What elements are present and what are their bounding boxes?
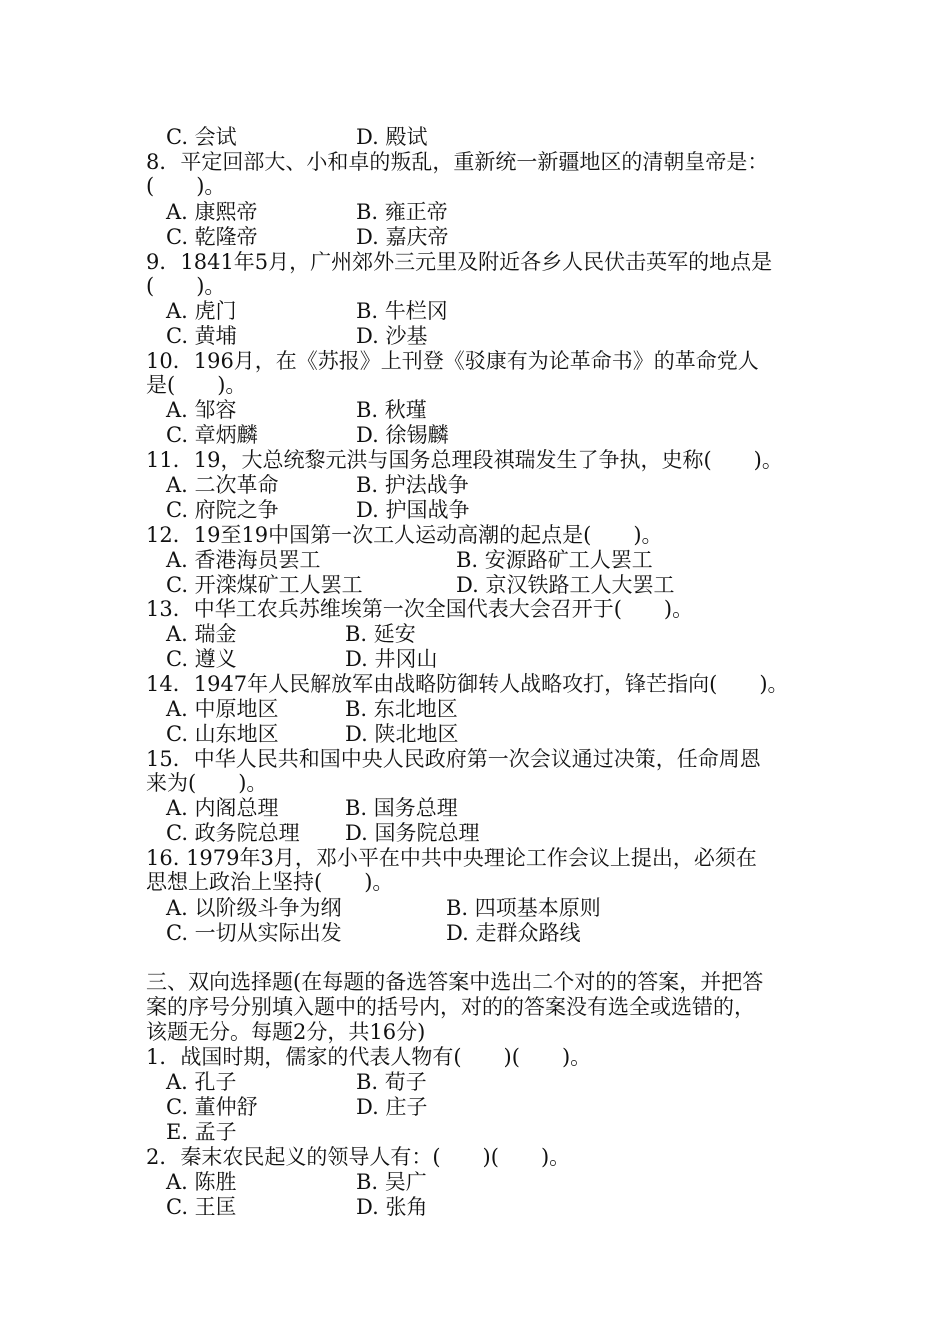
question-10-line-2: 是( )。 — [146, 373, 247, 397]
question-8-option-c: C. 乾隆帝 — [166, 225, 258, 249]
question-9-option-c: C. 黄埔 — [166, 324, 237, 348]
section-3-question-2-option-a: A. 陈胜 — [166, 1170, 237, 1194]
question-13-line-1: 13．中华工农兵苏维埃第一次全国代表大会召开于( )。 — [146, 597, 694, 621]
question-8-option-b: B. 雍正帝 — [356, 200, 448, 224]
section-3-question-2-option-d: D. 张角 — [356, 1195, 428, 1219]
question-15-option-d: D. 国务院总理 — [345, 821, 480, 845]
question-11-line-1: 11．19，大总统黎元洪与国务总理段祺瑞发生了争执，史称( )。 — [146, 448, 783, 472]
section-3-heading-line-1: 三、双向选择题(在每题的备选答案中选出二个对的的答案，并把答 — [146, 970, 764, 994]
question-8-option-a: A. 康熙帝 — [166, 200, 258, 224]
question-14-option-d: D. 陕北地区 — [345, 722, 459, 746]
section-3-question-1-option-d: D. 庄子 — [356, 1095, 428, 1119]
section-3-heading-line-2: 案的序号分别填入题中的括号内，对的的答案没有选全或选错的， — [146, 995, 755, 1019]
question-10-option-d: D. 徐锡麟 — [356, 423, 449, 447]
question-9-option-d: D. 沙基 — [356, 324, 428, 348]
question-15-line-2: 来为( )。 — [146, 771, 268, 795]
question-15-option-b: B. 国务总理 — [345, 796, 458, 820]
question-14-line-1: 14．1947年人民解放军由战略防御转人战略攻打，锋芒指向( )。 — [146, 672, 789, 696]
question-16-option-d: D. 走群众路线 — [446, 921, 581, 945]
section-3-question-2-option-b: B. 吴广 — [356, 1170, 427, 1194]
question-12-line-1: 12．19至19中国第一次工人运动高潮的起点是( )。 — [146, 523, 663, 547]
question-16-line-1: 16. 1979年3月，邓小平在中共中央理论工作会议上提出，必须在 — [146, 846, 757, 870]
question-10-option-b: B. 秋瑾 — [356, 398, 427, 422]
section-3-heading-line-3: 该题无分。每题2分，共16分) — [146, 1020, 426, 1044]
question-12-option-d: D. 京汉铁路工人大罢工 — [456, 573, 675, 597]
question-13-option-a: A. 瑞金 — [166, 622, 237, 646]
question-8-line-1: 8．平定回部大、小和卓的叛乱，重新统一新疆地区的清朝皇帝是： — [146, 150, 769, 174]
question-11-option-d: D. 护国战争 — [356, 498, 470, 522]
question-10-option-c: C. 章炳麟 — [166, 423, 258, 447]
option-c: C. 会试 — [166, 125, 237, 149]
question-13-option-c: C. 遵义 — [166, 647, 237, 671]
question-8-option-d: D. 嘉庆帝 — [356, 225, 449, 249]
option-d: D. 殿试 — [356, 125, 428, 149]
question-16-option-a: A. 以阶级斗争为纲 — [166, 896, 342, 920]
question-11-option-a: A. 二次革命 — [166, 473, 279, 497]
question-9-option-a: A. 虎门 — [166, 299, 237, 323]
question-12-option-b: B. 安源路矿工人罢工 — [456, 548, 653, 572]
section-3-question-1-line-1: 1．战国时期，儒家的代表人物有( )( )。 — [146, 1045, 592, 1069]
question-10-line-1: 10．196月，在《苏报》上刊登《驳康有为论革命书》的革命党人 — [146, 349, 759, 373]
section-3-question-2-line-1: 2．秦末农民起义的领导人有：( )( )。 — [146, 1145, 571, 1169]
section-3-question-1-option-e: E. 孟子 — [166, 1120, 237, 1144]
question-14-option-a: A. 中原地区 — [166, 697, 279, 721]
question-11-option-c: C. 府院之争 — [166, 498, 279, 522]
question-16-option-b: B. 四项基本原则 — [446, 896, 601, 920]
question-16-line-2: 思想上政治上坚持( )。 — [146, 870, 394, 894]
question-15-option-a: A. 内阁总理 — [166, 796, 279, 820]
question-12-option-c: C. 开滦煤矿工人罢工 — [166, 573, 363, 597]
question-13-option-d: D. 井冈山 — [345, 647, 438, 671]
section-3-question-2-option-c: C. 王匡 — [166, 1195, 237, 1219]
question-10-option-a: A. 邹容 — [166, 398, 237, 422]
question-14-option-b: B. 东北地区 — [345, 697, 458, 721]
question-13-option-b: B. 延安 — [345, 622, 416, 646]
question-9-line-1: 9．1841年5月，广州郊外三元里及附近各乡人民伏击英军的地点是 — [146, 250, 773, 274]
question-9-line-2: ( )。 — [146, 274, 226, 298]
section-3-question-1-option-b: B. 荀子 — [356, 1070, 427, 1094]
question-12-option-a: A. 香港海员罢工 — [166, 548, 321, 572]
question-11-option-b: B. 护法战争 — [356, 473, 469, 497]
question-16-option-c: C. 一切从实际出发 — [166, 921, 342, 945]
question-15-line-1: 15．中华人民共和国中央人民政府第一次会议通过决策，任命周恩 — [146, 747, 761, 771]
question-9-option-b: B. 牛栏冈 — [356, 299, 448, 323]
section-3-question-1-option-a: A. 孔子 — [166, 1070, 237, 1094]
question-15-option-c: C. 政务院总理 — [166, 821, 300, 845]
question-14-option-c: C. 山东地区 — [166, 722, 279, 746]
section-3-question-1-option-c: C. 董仲舒 — [166, 1095, 258, 1119]
question-8-line-2: ( )。 — [146, 174, 226, 198]
